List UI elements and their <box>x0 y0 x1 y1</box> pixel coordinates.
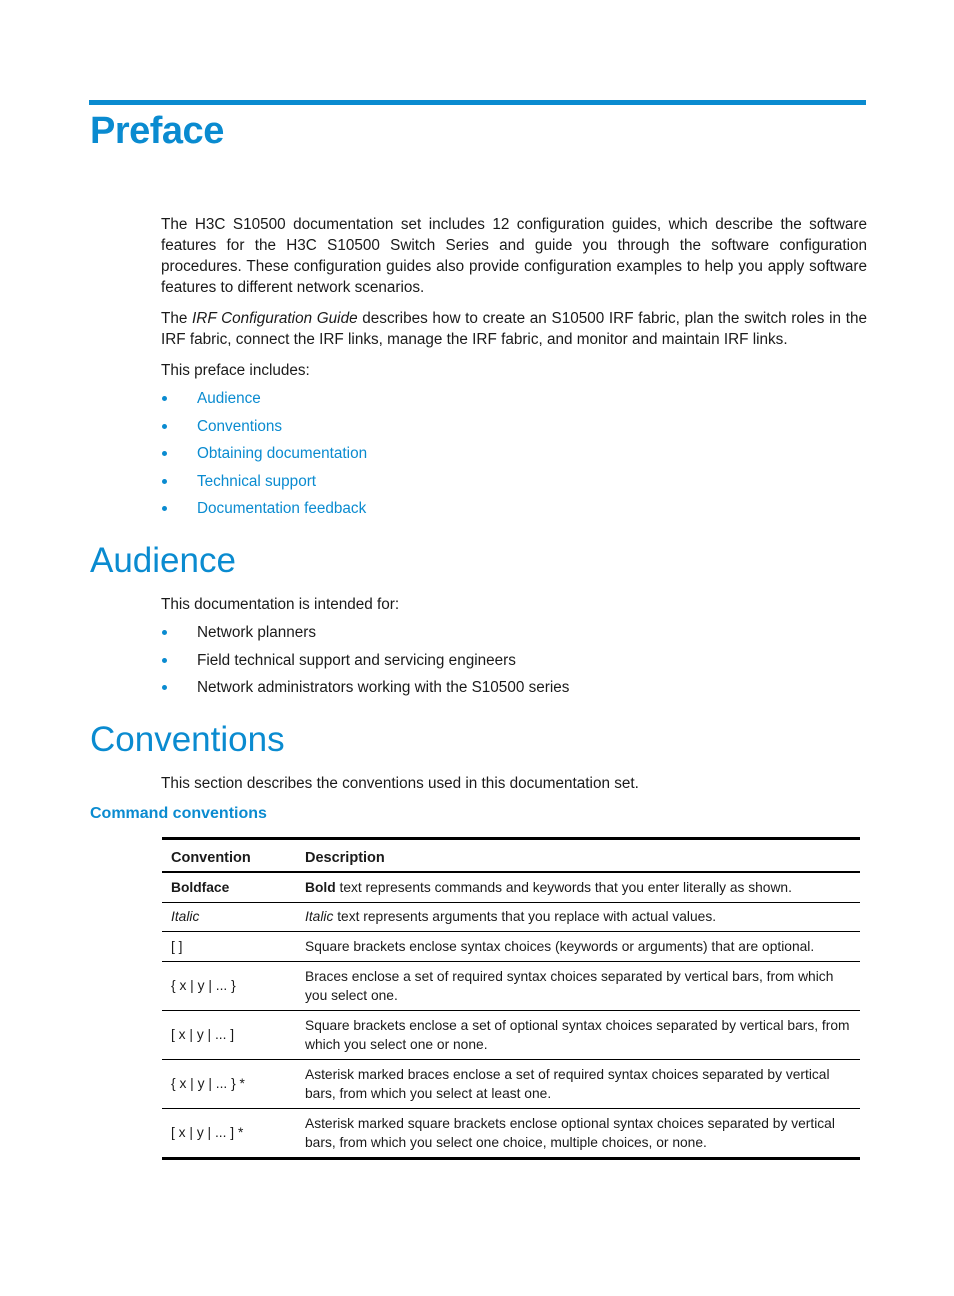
irf-description: describes how to create an S10500 IRF fabric, plan the switch roles in the IRF fabric, connect the IRF links, manage the IRF fabric, and monitor and maintain IRF links. <box>161 310 867 348</box>
command-conventions-heading: Command conventions <box>90 805 267 822</box>
list-item <box>161 417 367 445</box>
convention-cell: [ x | y | ... ] * <box>171 1125 244 1140</box>
list-item <box>161 472 367 500</box>
table-row <box>162 1059 860 1108</box>
description-cell: Asterisk marked braces enclose a set of required syntax choices separated by vertical bars, from which you select at least one. <box>305 1066 830 1101</box>
list-item <box>161 623 569 651</box>
irf-guide-title: IRF Configuration Guide <box>192 310 358 327</box>
column-header-convention: Convention <box>171 849 251 866</box>
bullet-icon <box>162 479 167 484</box>
bullet-icon <box>162 396 167 401</box>
column-header-description: Description <box>305 849 385 866</box>
audience-list <box>161 623 569 706</box>
convention-cell: Italic <box>171 909 200 925</box>
convention-cell: { x | y | ... } <box>171 978 236 993</box>
convention-cell: { x | y | ... } * <box>171 1076 245 1091</box>
audience-item: Network planners <box>197 624 317 641</box>
intro-paragraph: The H3C S10500 documentation set includes 12 configuration guides, which describe the software features for the H3C S10500 Switch Series and guide you through the software configuration procedures. These configuration guides also provide configuration examples to help you apply software features to different network scenarios. <box>161 216 867 296</box>
bullet-icon <box>162 424 167 429</box>
preface-includes-label: This preface includes: <box>161 362 310 379</box>
table-row <box>162 961 860 1010</box>
bullet-icon <box>162 451 167 456</box>
description-cell: Square brackets enclose syntax choices (keywords or arguments) that are optional. <box>305 938 815 954</box>
link-conventions[interactable]: Conventions <box>197 417 283 435</box>
list-item <box>161 389 367 417</box>
bullet-icon <box>162 658 167 663</box>
bullet-icon <box>162 630 167 635</box>
list-item <box>161 444 367 472</box>
conventions-intro: This section describes the conventions used in this documentation set. <box>161 775 639 792</box>
heading-rule <box>89 100 866 105</box>
list-item <box>161 499 367 527</box>
link-audience[interactable]: Audience <box>197 390 261 407</box>
audience-intro: This documentation is intended for: <box>161 596 400 613</box>
convention-cell: [ x | y | ... ] <box>171 1027 235 1042</box>
table-row <box>162 902 860 932</box>
table-row <box>162 1010 860 1059</box>
command-conventions-table <box>162 837 860 1160</box>
audience-heading: Audience <box>90 541 236 580</box>
description-lead: Italic <box>305 909 334 925</box>
description-text: text represents commands and keywords that you enter literally as shown. <box>335 879 792 895</box>
description-cell: Square brackets enclose a set of optional syntax choices separated by vertical bars, from which you select one or none. <box>305 1017 850 1052</box>
description-text: text represents arguments that you replace with actual values. <box>333 909 717 925</box>
link-obtaining-documentation[interactable]: Obtaining documentation <box>197 445 368 462</box>
list-item <box>161 678 569 706</box>
table-row <box>162 872 860 902</box>
link-documentation-feedback[interactable]: Documentation feedback <box>197 500 367 517</box>
table-row <box>162 932 860 962</box>
bullet-icon <box>162 685 167 690</box>
convention-cell: Boldface <box>171 879 230 895</box>
table-header-row <box>162 839 860 873</box>
description-cell <box>296 902 860 932</box>
list-item <box>161 651 569 679</box>
table-row <box>162 1108 860 1158</box>
page-title: Preface <box>90 110 224 152</box>
convention-cell: [ ] <box>171 938 183 954</box>
conventions-heading: Conventions <box>90 720 285 759</box>
audience-item: Field technical support and servicing engineers <box>197 651 516 669</box>
irf-prefix: The <box>161 310 193 327</box>
link-technical-support[interactable]: Technical support <box>197 472 317 490</box>
description-cell: Braces enclose a set of required syntax choices separated by vertical bars, from which you select one. <box>305 968 834 1003</box>
description-cell: Asterisk marked square brackets enclose optional syntax choices separated by vertical bars, from which you select one choice, multiple choices, or none. <box>305 1115 835 1150</box>
preface-link-list <box>161 389 367 527</box>
audience-item: Network administrators working with the S10500 series <box>197 679 570 696</box>
irf-guide-paragraph <box>161 308 867 350</box>
description-lead: Bold <box>305 879 336 895</box>
bullet-icon <box>162 506 167 511</box>
description-cell <box>296 872 860 902</box>
